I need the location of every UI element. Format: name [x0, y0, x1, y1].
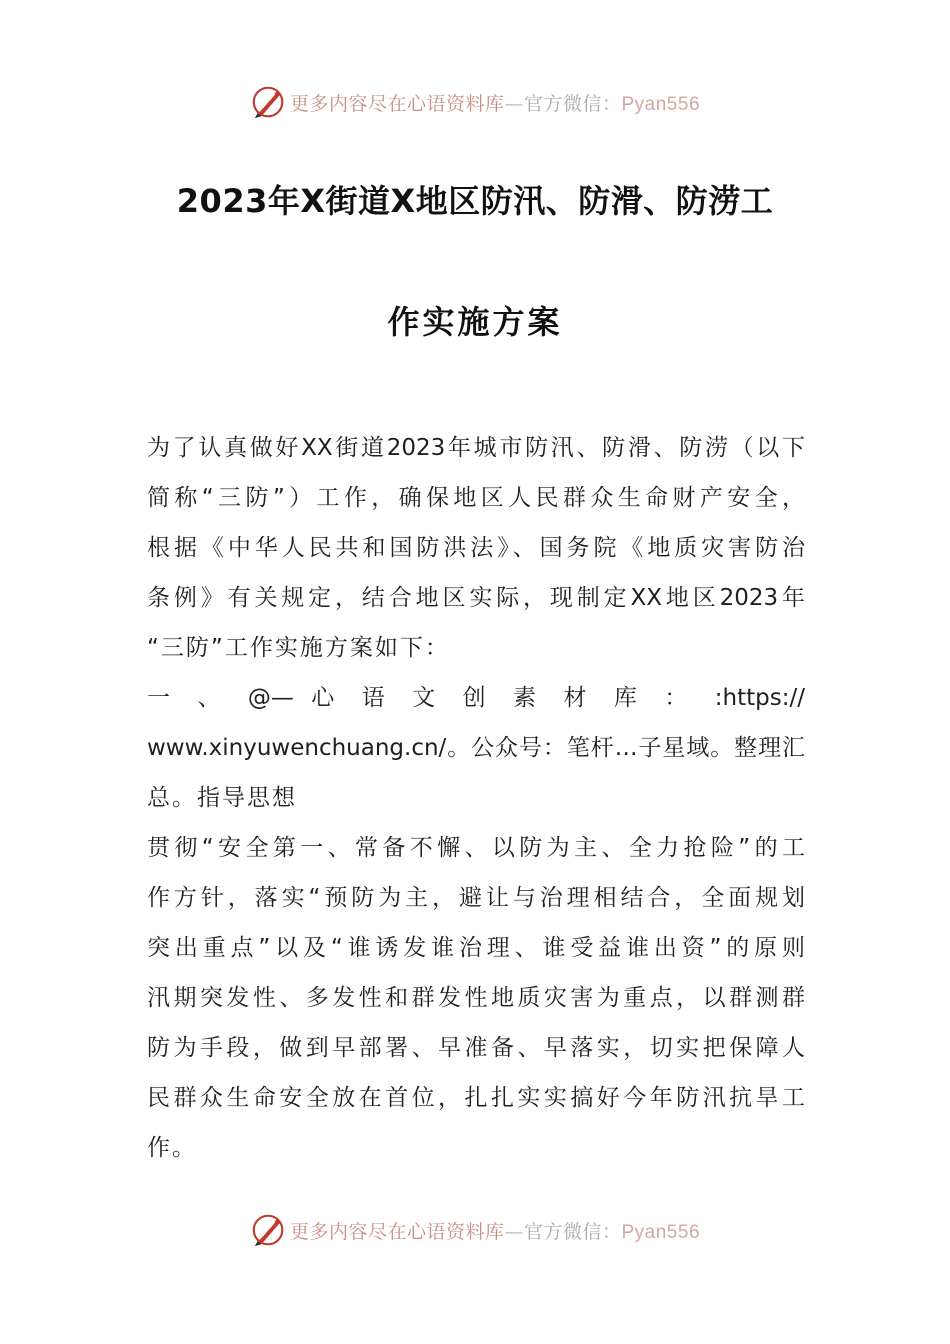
body-line: 突出重点”以及“谁诱发谁治理、谁受益谁出资”的原则 — [147, 935, 805, 961]
footer-banner — [0, 1208, 950, 1252]
body-line: “三防”工作实施方案如下： — [147, 635, 450, 661]
body-line: 防为手段，做到早部署、早准备、早落实，切实把保障人 — [147, 1035, 805, 1061]
banner-separator: — — [504, 1220, 524, 1243]
pen-logo-icon — [250, 1211, 288, 1249]
header-banner — [0, 80, 950, 124]
banner-slogan: 更多内容尽在心语资料库 — [289, 92, 505, 115]
body-line: 民群众生命安全放在首位，扎扎实实搞好今年防汛抗旱工 — [147, 1085, 805, 1111]
body-line: 贯彻“安全第一、常备不懈、以防为主、全力抢险”的工 — [147, 835, 805, 861]
body-line-link: www.xinyuwenchuang.cn/。公众号：笔杆…子星域。整理汇 — [147, 735, 805, 761]
body-line: 简称“三防”）工作，确保地区人民群众生命财产安全， — [147, 485, 805, 511]
body-line: 作方针，落实“预防为主，避让与治理相结合，全面规划 — [147, 885, 805, 911]
banner-text — [290, 89, 700, 116]
body-line: 为了认真做好XX街道2023年城市防汛、防滑、防涝（以下 — [147, 435, 805, 461]
banner-wechat-id: Pyan556 — [621, 93, 701, 115]
body-line: 作。 — [147, 1135, 197, 1161]
banner-separator: — — [504, 92, 524, 115]
body-line: 条例》有关规定，结合地区实际，现制定XX地区2023年 — [147, 585, 805, 611]
document-title-line-1: 2023年X街道X地区防汛、防滑、防涝工 — [176, 182, 774, 220]
body-line: 汛期突发性、多发性和群发性地质灾害为重点，以群测群 — [147, 985, 805, 1011]
banner-wechat-label: 官方微信： — [523, 1220, 622, 1243]
pen-logo-icon — [250, 83, 288, 121]
section-heading: 总。指导思想 — [147, 785, 297, 811]
banner-text — [290, 1217, 700, 1244]
banner-slogan: 更多内容尽在心语资料库 — [289, 1220, 505, 1243]
body-line-link: 一 、 @— 心 语 文 创 素 材 库 ： :https:// — [147, 685, 805, 711]
banner-wechat-id: Pyan556 — [621, 1221, 701, 1243]
body-line: 根据《中华人民共和国防洪法》、国务院《地质灾害防治 — [147, 535, 805, 561]
document-title-line-2: 作实施方案 — [387, 303, 563, 341]
banner-wechat-label: 官方微信： — [523, 92, 622, 115]
